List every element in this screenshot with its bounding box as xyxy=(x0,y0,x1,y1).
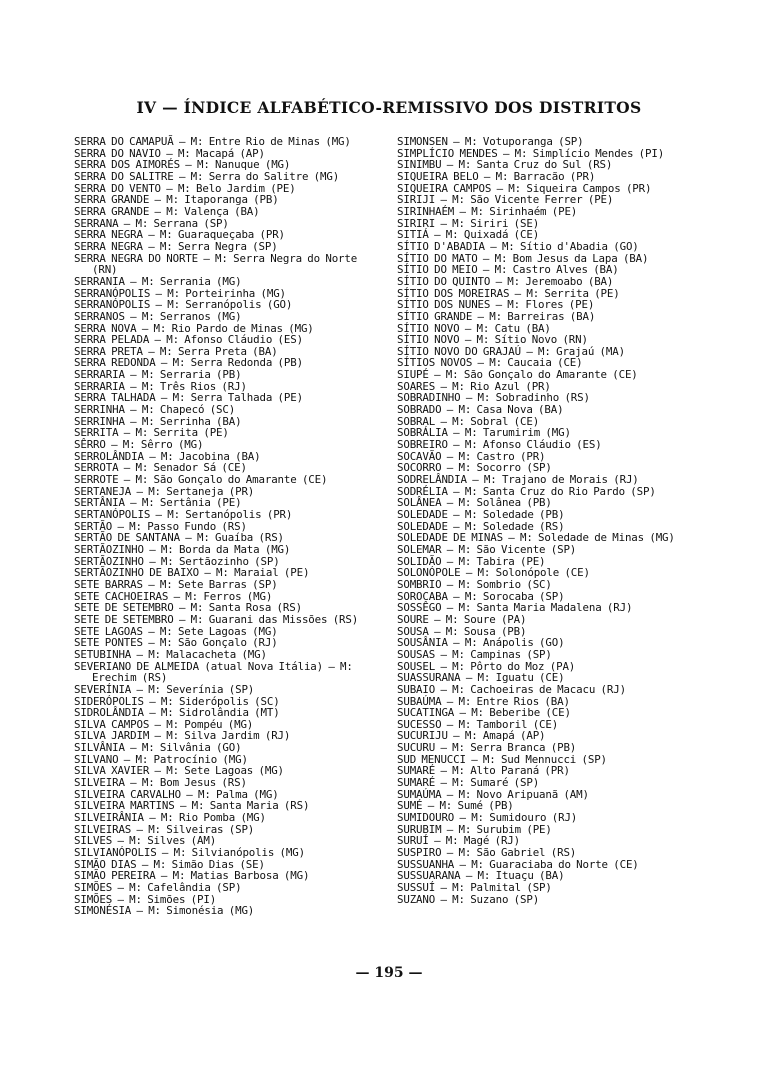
index-entry: SIMÕES — M: Simões (PI) xyxy=(74,892,217,906)
index-entry: SINIMBU — M: Santa Cruz do Sul (RS) xyxy=(397,158,613,172)
index-entry: SIMÃO PEREIRA — M: Matias Barbosa (MG) xyxy=(74,869,310,883)
index-entry: SÍTIO GRANDE — M: Barreiras (BA) xyxy=(397,309,596,323)
index-entry: SEVERIANO DE ALMEIDA (atual Nova Itália) — M: Erechim (RS) xyxy=(74,659,353,685)
index-entry: SUSSUARANA — M: Ituaçu (BA) xyxy=(397,869,565,883)
index-entry: SUBAIO — M: Cachoeiras de Macacu (RJ) xyxy=(397,682,626,696)
index-entry: SILVEIRA — M: Bom Jesus (RS) xyxy=(74,776,247,790)
index-entry: SILVEIRAS — M: Silveiras (SP) xyxy=(74,822,255,836)
index-entry: SETUBINHA — M: Malacacheta (MG) xyxy=(74,647,267,661)
index-entry: SILVANO — M: Patrocínio (MG) xyxy=(74,752,248,766)
index-entry: SILVA JARDIM — M: Silva Jardim (RJ) xyxy=(74,729,291,743)
index-entry: SURUÍ — M: Magé (RJ) xyxy=(397,834,521,848)
index-entry: SUSPIRO — M: São Gabriel (RS) xyxy=(397,846,577,860)
index-entry: SOARES — M: Rio Azul (PR) xyxy=(397,379,551,393)
index-entry: SERROLÂNDIA — M: Jacobina (BA) xyxy=(74,449,261,463)
index-entry: SOUSAS — M: Campinas (SP) xyxy=(397,647,552,661)
index-entry: SERRA TALHADA — M: Serra Talhada (PE) xyxy=(74,391,303,405)
index-entry: SIMONÉSIA — M: Simonésia (MG) xyxy=(74,904,255,918)
index-entry: SERRA NEGRA DO NORTE — M: Serra Negra do Norte (RN) xyxy=(74,251,358,277)
index-entry: SERRA NEGRA — M: Guaraqueçaba (PR) xyxy=(74,228,285,242)
index-entry: SOSSÊGO — M: Santa Maria Madalena (RJ) xyxy=(397,601,633,615)
index-entry: SETE DE SETEMBRO — M: Guarani das Missões (RS) xyxy=(74,612,359,626)
index-entry: SERTÃOZINHO — M: Borda da Mata (MG) xyxy=(74,542,291,556)
index-entry: SERRA PELADA — M: Afonso Cláudio (ES) xyxy=(74,333,303,347)
index-entry: SIQUEIRA BELO — M: Barracão (PR) xyxy=(397,169,596,183)
index-entry: SETE DE SETEMBRO — M: Santa Rosa (RS) xyxy=(74,601,302,615)
index-entry: SILVIANÓPOLIS — M: Silvianópolis (MG) xyxy=(74,846,305,860)
index-entry: SUMARÉ — M: Alto Paraná (PR) xyxy=(397,764,570,778)
index-entry: SOUSA — M: Sousa (PB) xyxy=(397,624,527,638)
index-entry: SILVA CAMPOS — M: Pompéu (MG) xyxy=(74,717,254,731)
index-entry: SETE CACHOEIRAS — M: Ferros (MG) xyxy=(74,589,273,603)
index-entry: SOLEDADE — M: Soledade (PB) xyxy=(397,508,565,521)
index-entry: SERRA GRANDE — M: Valença (BA) xyxy=(74,204,260,218)
index-entry: SOMBRIO — M: Sombrio (SC) xyxy=(397,577,552,591)
index-entry: SOLEMAR — M: São Vicente (SP) xyxy=(397,542,577,556)
index-entry: SIRIJI — M: São Vicente Ferrer (PE) xyxy=(397,193,614,207)
index-entry: SERRANÓPOLIS — M: Serranópolis (GO) xyxy=(74,298,293,312)
index-entry: SETE PONTES — M: São Gonçalo (RJ) xyxy=(74,636,278,650)
index-entry: SERRANÓPOLIS — M: Porteirinha (MG) xyxy=(74,286,286,300)
index-entry: SERRITA — M: Serrita (PE) xyxy=(74,426,229,440)
index-entry: SUCURU — M: Serra Branca (PB) xyxy=(397,741,577,755)
index-entry: SIMÃO DIAS — M: Simão Dias (SE) xyxy=(74,857,265,871)
index-entry: SERRA GRANDE — M: Itaporanga (PB) xyxy=(74,193,279,207)
index-entry: SOUSÂNIA — M: Anápolis (GO) xyxy=(397,636,565,650)
index-entry: SUASSURANA — M: Iguatu (CE) xyxy=(397,671,565,685)
index-entry: SOBREIRO — M: Afonso Cláudio (ES) xyxy=(397,438,602,452)
index-entry: SERRA DO CAMAPUÃ — M: Entre Rio de Minas (MG) xyxy=(74,135,351,148)
index-entry: SERTÃO — M: Passo Fundo (RS) xyxy=(74,519,247,533)
index-entry: SIDROLÂNDIA — M: Sidrolândia (MT) xyxy=(74,706,280,720)
index-entry: SUCESSO — M: Tamboril (CE) xyxy=(397,717,559,731)
index-entry: SOLÂNEA — M: Solânea (PB) xyxy=(397,496,552,510)
index-entry: SUMIDOURO — M: Sumidouro (RJ) xyxy=(397,811,578,825)
index-entry: SIRINHAÉM — M: Sirinhaém (PE) xyxy=(397,204,578,218)
index-entry: SOLONÓPOLE — M: Solonópole (CE) xyxy=(397,566,590,580)
index-entry: SÍTIO D'ABADIA — M: Sítio d'Abadia (GO) xyxy=(397,239,639,253)
index-entry: SUMAÚMA — M: Novo Aripuanã (AM) xyxy=(397,787,589,801)
right-column xyxy=(397,136,709,905)
index-entry: SERRA NOVA — M: Rio Pardo de Minas (MG) xyxy=(74,321,314,335)
index-entry: SIQUEIRA CAMPOS — M: Siqueira Campos (PR) xyxy=(397,181,652,195)
index-entry: SERRA DO VENTO — M: Belo Jardim (PE) xyxy=(74,181,296,195)
index-entry: SOURE — M: Soure (PA) xyxy=(397,612,527,626)
index-entry: SERRA DOS AIMORÉS — M: Nanuque (MG) xyxy=(74,158,291,172)
index-entry: SILVEIRA CARVALHO — M: Palma (MG) xyxy=(74,787,279,801)
left-column xyxy=(74,136,382,917)
index-entry: SERRA REDONDA — M: Serra Redonda (PB) xyxy=(74,356,303,370)
index-entry: SÍTIO NOVO — M: Catu (BA) xyxy=(397,321,551,335)
index-entry: SERRA NEGRA — M: Serra Negra (SP) xyxy=(74,239,278,253)
index-entry: SÍTIO NOVO DO GRAJAÚ — M: Grajaú (MA) xyxy=(397,344,625,358)
index-entry: SÊRRO — M: Sêrro (MG) xyxy=(74,438,204,452)
index-entry: SÍTIO DO QUINTO — M: Jeremoabo (BA) xyxy=(397,274,614,288)
page-title: IV — ÍNDICE ALFABÉTICO-REMISSIVO DOS DISTRITOS xyxy=(136,98,642,117)
index-entry: SITIÁ — M: Quixadá (CE) xyxy=(397,228,540,242)
index-entry: SUSSUANHA — M: Guaraciaba do Norte (CE) xyxy=(397,857,639,871)
index-entry: SERTÃOZINHO — M: Sertãozinho (SP) xyxy=(74,554,280,568)
index-entry: SÍTIO DO MEIO — M: Castro Alves (BA) xyxy=(397,263,619,277)
index-entry: SIMPLÍCIO MENDES — M: Simplício Mendes (PI) xyxy=(397,146,665,160)
index-entry: SERRINHA — M: Chapecó (SC) xyxy=(74,403,236,417)
index-entry: SILVÂNIA — M: Silvânia (GO) xyxy=(74,741,242,755)
index-entry: SERRANOS — M: Serranos (MG) xyxy=(74,309,242,323)
index-entry: SUBAÚMA — M: Entre Rios (BA) xyxy=(397,694,570,708)
index-entry: SEVERÍNIA — M: Severínia (SP) xyxy=(74,682,255,696)
index-entry: SÍTIOS NOVOS — M: Caucaia (CE) xyxy=(397,356,583,370)
index-entry: SILVEIRA MARTINS — M: Santa Maria (RS) xyxy=(74,799,310,813)
index-entry: SOBRÁLIA — M: Tarumirim (MG) xyxy=(397,426,571,440)
index-entry: SERRA DO NAVIO — M: Macapá (AP) xyxy=(74,146,265,160)
index-entry: SERTANEJA — M: Sertaneja (PR) xyxy=(74,484,255,498)
index-entry: SUSSUÍ — M: Palmital (SP) xyxy=(397,881,552,894)
index-entry: SERTÃOZINHO DE BAIXO — M: Maraial (PE) xyxy=(74,566,310,580)
index-entry: SOBRADINHO — M: Sobradinho (RS) xyxy=(397,391,590,405)
index-entry: SIMONSEN — M: Votuporanga (SP) xyxy=(397,135,584,148)
index-entry: SERRA PRETA — M: Serra Preta (BA) xyxy=(74,344,278,358)
index-entry: SUCATINGA — M: Beberibe (CE) xyxy=(397,706,571,720)
index-entry: SILVA XAVIER — M: Sete Lagoas (MG) xyxy=(74,764,284,778)
index-entry: SERRARIA — M: Serraria (PB) xyxy=(74,368,242,382)
index-entry: SIMÕES — M: Cafelândia (SP) xyxy=(74,881,242,894)
index-entry: SUCURIJU — M: Amapá (AP) xyxy=(397,729,546,743)
index-entry: SODRÉLIA — M: Santa Cruz do Rio Pardo (SP) xyxy=(397,484,656,498)
index-entry: SERRINHA — M: Serrinha (BA) xyxy=(74,414,242,428)
index-entry: SÍTIO DO MATO — M: Bom Jesus da Lapa (BA) xyxy=(397,251,649,265)
index-entry: SOLIDÃO — M: Tabira (PE) xyxy=(397,554,546,568)
index-entry: SERROTE — M: São Gonçalo do Amarante (CE) xyxy=(74,473,328,487)
index-entry: SUZANO — M: Suzano (SP) xyxy=(397,892,540,906)
index-entry: SETE BARRAS — M: Sete Barras (SP) xyxy=(74,577,278,591)
index-entry: SOCAVÃO — M: Castro (PR) xyxy=(397,449,546,463)
index-entry: SERTÃO DE SANTANA — M: Guaíba (RS) xyxy=(74,531,284,545)
index-entry: SODRELÂNDIA — M: Trajano de Morais (RJ) xyxy=(397,473,639,487)
index-entry: SUMÉ — M: Sumé (PB) xyxy=(397,799,514,813)
index-entry: SÍTIO DOS MOREIRAS — M: Serrita (PE) xyxy=(397,286,620,300)
index-entry: SERRANIA — M: Serrania (MG) xyxy=(74,274,242,288)
index-entry: SERRARIA — M: Três Rios (RJ) xyxy=(74,379,247,393)
index-entry: SIRIRI — M: Siriri (SE) xyxy=(397,216,540,230)
index-entry: SOBRADO — M: Casa Nova (BA) xyxy=(397,403,564,417)
index-entry: SÍTIO DOS NUNES — M: Flores (PE) xyxy=(397,298,595,312)
index-entry: SERROTA — M: Senador Sá (CE) xyxy=(74,461,247,475)
index-entry: SOLEDADE — M: Soledade (RS) xyxy=(397,519,565,533)
index-entry: SOROCABA — M: Sorocaba (SP) xyxy=(397,589,565,603)
index-entry: SERRANA — M: Serrana (SP) xyxy=(74,216,229,230)
index-entry: SERRA DO SALITRE — M: Serra do Salitre (MG) xyxy=(74,169,340,183)
page-number: — 195 — xyxy=(355,965,423,981)
index-entry: SOLEDADE DE MINAS — M: Soledade de Minas (MG) xyxy=(397,531,675,545)
index-entry: SURUBIM — M: Surubim (PE) xyxy=(397,822,552,836)
index-entry: SOCORRO — M: Socorro (SP) xyxy=(397,461,552,475)
index-entry: SETE LAGOAS — M: Sete Lagoas (MG) xyxy=(74,624,278,638)
index-entry: SIUPÉ — M: São Gonçalo do Amarante (CE) xyxy=(397,368,638,382)
index-entry: SÍTIO NOVO — M: Sítio Novo (RN) xyxy=(397,333,588,347)
index-entry: SUD MENUCCI — M: Sud Mennucci (SP) xyxy=(397,752,607,766)
index-entry: SERTÂNIA — M: Sertânia (PE) xyxy=(74,496,242,510)
index-entry: SOBRAL — M: Sobral (CE) xyxy=(397,414,540,428)
index-entry: SERTANÓPOLIS — M: Sertanópolis (PR) xyxy=(74,508,293,521)
index-entry: SOUSEL — M: Pôrto do Moz (PA) xyxy=(397,659,576,673)
index-entry: SIDERÓPOLIS — M: Siderópolis (SC) xyxy=(74,694,280,708)
index-entry: SUMARÉ — M: Sumaré (SP) xyxy=(397,776,540,790)
index-entry: SILVES — M: Silves (AM) xyxy=(74,834,217,848)
index-entry: SILVEIRÂNIA — M: Rio Pomba (MG) xyxy=(74,811,266,825)
